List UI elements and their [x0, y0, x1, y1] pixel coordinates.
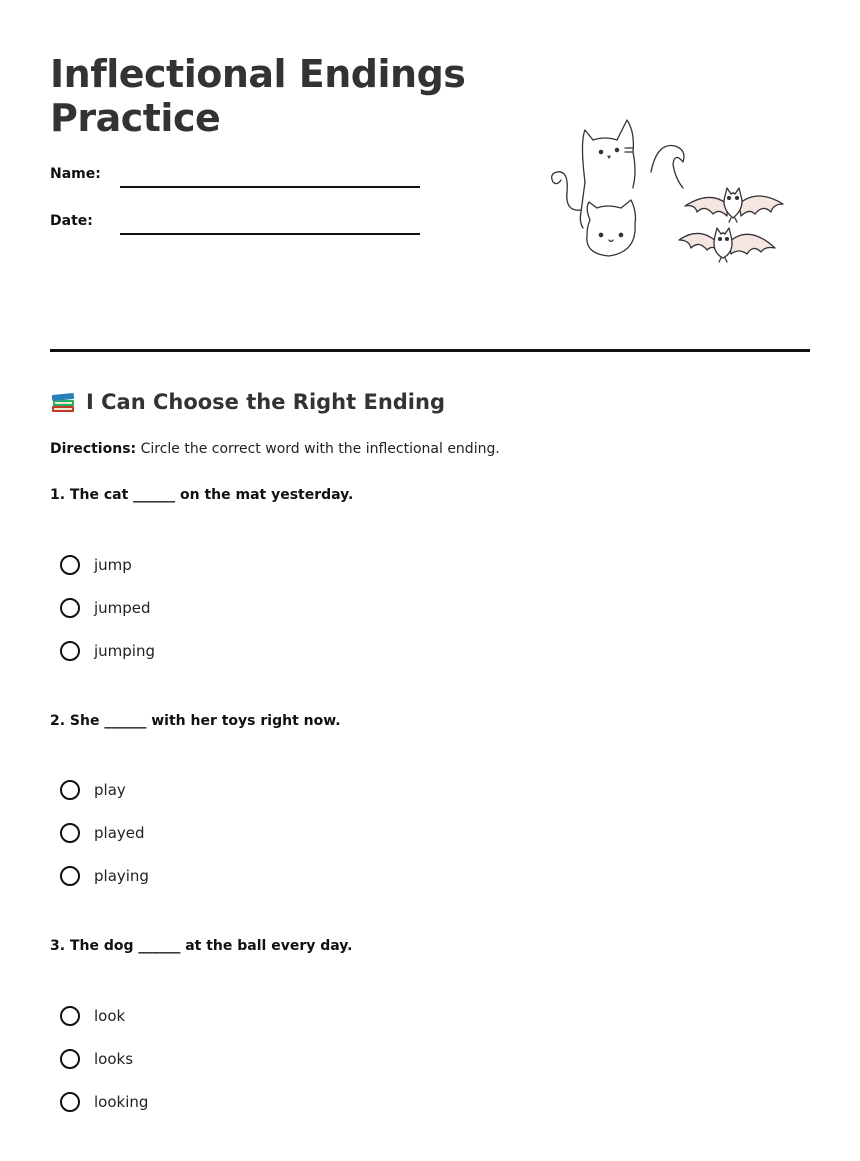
page-title [50, 52, 465, 140]
title-line-2: Practice [50, 96, 221, 140]
bat-lower [679, 228, 775, 262]
option-label: looks [94, 1050, 134, 1068]
question-2-prompt: 2. She ______ with her toys right now. [50, 713, 341, 729]
question-1-option-2[interactable] [60, 595, 151, 621]
name-field[interactable] [120, 186, 420, 188]
option-label: jump [94, 556, 132, 574]
date-field[interactable] [120, 233, 420, 235]
section-heading [50, 389, 445, 415]
date-field-row [50, 213, 420, 237]
directions-text: Circle the correct word with the inflectional ending. [136, 441, 500, 457]
directions [50, 441, 500, 457]
section-heading-text: I Can Choose the Right Ending [86, 390, 445, 414]
option-label: play [94, 781, 126, 799]
books-icon [50, 389, 76, 415]
option-label: looking [94, 1093, 149, 1111]
question-3-option-2[interactable] [60, 1046, 133, 1072]
option-label: jumping [94, 642, 156, 660]
radio-circle[interactable] [60, 1006, 80, 1026]
date-label: Date: [50, 213, 93, 229]
radio-circle[interactable] [60, 866, 80, 886]
radio-circle[interactable] [60, 1092, 80, 1112]
question-3-prompt: 3. The dog ______ at the ball every day. [50, 938, 353, 954]
question-3-option-3[interactable] [60, 1089, 148, 1115]
question-1-option-1[interactable] [60, 552, 132, 578]
option-label: played [94, 824, 145, 842]
radio-circle[interactable] [60, 555, 80, 575]
header-divider [50, 349, 810, 352]
small-cat-head [587, 200, 636, 256]
cats-and-bats-icon [545, 112, 795, 272]
cat-body [583, 120, 636, 188]
radio-circle[interactable] [60, 1049, 80, 1069]
swoosh [651, 146, 684, 188]
question-1-option-3[interactable] [60, 638, 155, 664]
question-2-option-1[interactable] [60, 777, 126, 803]
radio-circle[interactable] [60, 780, 80, 800]
cat-back [580, 182, 585, 228]
question-2-option-3[interactable] [60, 863, 149, 889]
name-label: Name: [50, 166, 101, 182]
question-3-option-1[interactable] [60, 1003, 125, 1029]
option-label: look [94, 1007, 126, 1025]
bat-upper [685, 188, 783, 222]
radio-circle[interactable] [60, 598, 80, 618]
radio-circle[interactable] [60, 823, 80, 843]
question-2-option-2[interactable] [60, 820, 145, 846]
option-label: playing [94, 867, 149, 885]
radio-circle[interactable] [60, 641, 80, 661]
option-label: jumped [94, 599, 151, 617]
cat-tail [552, 172, 581, 210]
directions-label: Directions: [50, 441, 137, 457]
title-line-1: Inflectional Endings [50, 52, 466, 96]
question-1-prompt: 1. The cat ______ on the mat yesterday. [50, 487, 354, 503]
name-field-row [50, 166, 420, 190]
